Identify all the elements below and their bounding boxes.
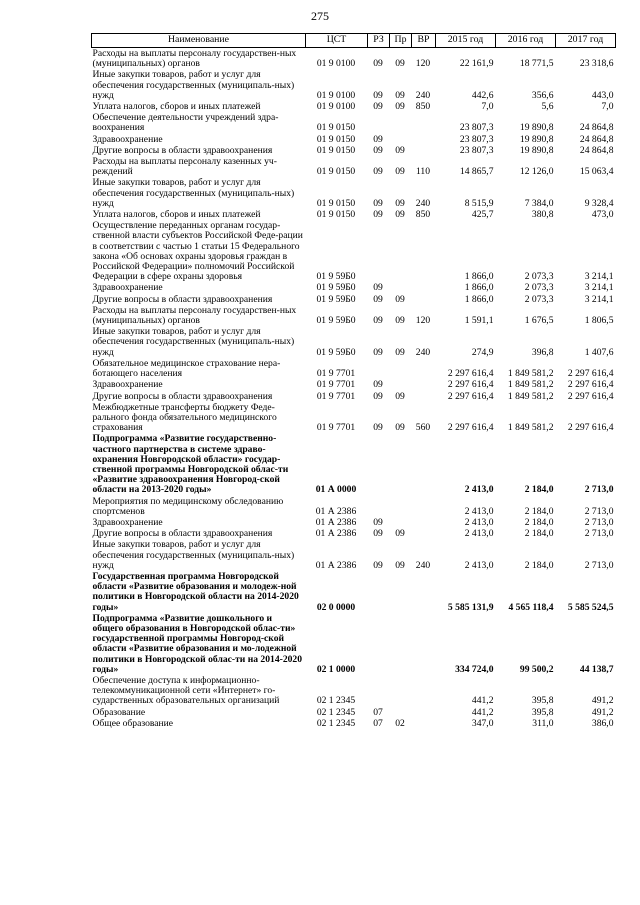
cell-2017: 2 713,0	[584, 559, 614, 571]
cell-2017: 2 713,0	[584, 516, 614, 528]
cell-2016: 19 890,8	[519, 144, 554, 156]
cell-pr: 09	[395, 58, 405, 70]
table-row	[92, 282, 616, 293]
cell-rz: 09	[373, 390, 383, 402]
cell-rz	[368, 220, 390, 282]
cell-rz: 09	[373, 144, 383, 156]
cell-rz	[368, 112, 390, 133]
cell-2016: 4 565 118,4	[508, 601, 554, 613]
cell-rz	[368, 433, 390, 495]
cell-cst: 01 А 2386	[315, 528, 357, 540]
cell-2017: 2 297 616,4	[567, 422, 614, 434]
table-row	[92, 220, 616, 282]
cell-2017: 1 407,6	[584, 346, 614, 358]
page-number: 275	[311, 9, 329, 23]
cell-name: Расходы на выплаты персоналу государствен-ных (муниципальных) органов	[92, 48, 297, 70]
table-row	[92, 305, 616, 326]
cell-name: Другие вопросы в области здравоохранения	[92, 390, 273, 402]
cell-pr: 09	[395, 101, 405, 113]
cell-2015: 334 724,0	[455, 663, 494, 675]
cell-cst: 01 А 2386	[315, 516, 357, 528]
cell-2015: 1 866,0	[464, 271, 494, 283]
cell-vr	[412, 496, 436, 517]
cell-name: Здравоохранение	[92, 516, 163, 528]
cell-pr	[390, 358, 412, 379]
cell-cst: 01 А 2386	[315, 505, 357, 517]
cell-2016: 19 890,8	[519, 133, 554, 145]
table-row	[92, 145, 616, 156]
cell-2016: 2 073,3	[524, 293, 554, 305]
cell-pr	[390, 379, 412, 390]
cell-pr	[390, 517, 412, 528]
cell-cst: 01 А 0000	[315, 484, 357, 496]
cell-cst: 01 9 59Б0	[316, 315, 356, 327]
cell-2015: 8 515,9	[464, 197, 494, 209]
cell-2015: 2 413,0	[464, 559, 494, 571]
cell-cst: 01 9 59Б0	[316, 293, 356, 305]
cell-pr	[390, 220, 412, 282]
cell-rz	[368, 358, 390, 379]
cell-vr	[412, 571, 436, 613]
table-row	[92, 718, 616, 729]
cell-2015: 441,2	[471, 695, 494, 707]
cell-rz: 09	[373, 58, 383, 70]
cell-2017: 1 806,5	[584, 315, 614, 327]
cell-vr	[412, 718, 436, 729]
cell-vr: 240	[415, 89, 431, 101]
cell-name: Мероприятия по медицинскому обследованию спортсменов	[92, 495, 284, 517]
cell-2016: 396,8	[531, 346, 554, 358]
cell-2017: 473,0	[591, 209, 614, 221]
cell-2017: 443,0	[591, 89, 614, 101]
cell-2016: 1 849 581,2	[507, 379, 554, 391]
cell-2017: 44 138,7	[579, 663, 614, 675]
cell-vr: 560	[415, 422, 431, 434]
cell-2016: 311,0	[532, 717, 554, 729]
cell-name: Межбюджетные трансферты бюджету Феде-рального фонда обязательного медицинского страхования	[92, 401, 277, 434]
cell-2015: 347,0	[471, 717, 494, 729]
cell-rz: 07	[373, 706, 383, 718]
cell-2017: 24 864,8	[579, 144, 614, 156]
cell-2017: 24 864,8	[579, 133, 614, 145]
cell-name: Уплата налогов, сборов и иных платежей	[92, 209, 261, 221]
cell-pr	[390, 675, 412, 707]
cell-name: Уплата налогов, сборов и иных платежей	[92, 101, 261, 113]
table-row	[92, 528, 616, 539]
table-row	[92, 112, 616, 133]
cell-2015: 442,6	[471, 89, 494, 101]
cell-2017: 386,0	[591, 717, 614, 729]
cell-2015: 23 807,3	[459, 122, 494, 134]
cell-cst: 02 0 0000	[316, 601, 356, 613]
cell-cst: 01 9 59Б0	[316, 271, 356, 283]
cell-vr: 850	[415, 209, 431, 221]
cell-vr: 240	[415, 346, 431, 358]
header-rz: РЗ	[368, 34, 390, 48]
table-row	[92, 496, 616, 517]
cell-2017: 2 713,0	[584, 505, 614, 517]
cell-name: Подпрограмма «Развитие государственно-частного партнерства в системе здраво-охранения Новгородской области» государ-ственной программы Новгородской облас-ти «Развитие здравоохранения Новгород-ской области на 2013-2020 годы»	[92, 433, 289, 496]
cell-cst: 02 1 2345	[316, 706, 356, 718]
cell-rz: 09	[373, 293, 383, 305]
cell-name: Подпрограмма «Развитие дошкольного и общего образования в Новгородской облас-ти» государственной программы Новгород-ской области «Развитие образования и мо-лодежной политики в Новгородской облас-ти на 2014-2020 годы»	[92, 612, 303, 675]
table-row	[92, 48, 616, 70]
cell-rz	[368, 613, 390, 675]
cell-2015: 22 161,9	[459, 58, 494, 70]
cell-name: Здравоохранение	[92, 282, 163, 294]
cell-name: Осуществление переданных органам государ-ственной власти субъектов Российской Феде-рации в соответствии с частью 1 статьи 15 Федерального закона «Об основах охраны здоровья граждан в Российской Федерации» полномочий Российской Федерации в сфере охраны здоровья	[92, 220, 303, 283]
cell-rz: 09	[373, 559, 383, 571]
cell-vr: 240	[415, 197, 431, 209]
cell-2017: 2 713,0	[584, 528, 614, 540]
cell-name: Расходы на выплаты персоналу казенных уч-реждений	[92, 156, 277, 178]
cell-name: Иные закупки товаров, работ и услуг для обеспечения государственных (муниципаль-ных) нужд	[92, 326, 295, 358]
cell-pr	[390, 613, 412, 675]
cell-name: Иные закупки товаров, работ и услуг для обеспечения государственных (муниципаль-ных) нужд	[92, 539, 295, 571]
cell-rz: 09	[373, 101, 383, 113]
cell-cst: 01 9 0100	[316, 58, 356, 70]
cell-name: Другие вопросы в области здравоохранения	[92, 528, 273, 540]
cell-cst: 01 9 0150	[316, 209, 356, 221]
cell-2016: 1 849 581,2	[507, 422, 554, 434]
header-2016: 2016 год	[496, 34, 556, 48]
cell-2016: 7 384,0	[524, 197, 554, 209]
cell-2016: 2 073,3	[524, 282, 554, 294]
cell-2016: 2 184,0	[524, 516, 554, 528]
cell-vr	[412, 134, 436, 145]
cell-pr	[390, 707, 412, 718]
cell-pr: 02	[395, 717, 405, 729]
cell-cst: 01 9 59Б0	[316, 282, 356, 294]
cell-2017: 2 297 616,4	[567, 368, 614, 380]
table-row	[92, 134, 616, 145]
table-row	[92, 613, 616, 675]
cell-2015: 425,7	[471, 209, 494, 221]
table-row	[92, 177, 616, 209]
cell-rz: 09	[373, 89, 383, 101]
cell-cst: 01 9 0150	[316, 197, 356, 209]
cell-2017: 491,2	[591, 706, 614, 718]
cell-pr	[390, 112, 412, 133]
cell-cst: 01 9 7701	[316, 379, 356, 391]
cell-pr: 09	[395, 166, 405, 178]
cell-name: Обязательное медицинское страхование нера-ботающего населения	[92, 357, 281, 380]
cell-2016: 2 073,3	[524, 271, 554, 283]
cell-2016: 12 126,0	[519, 166, 554, 178]
cell-2017: 2 297 616,4	[567, 390, 614, 402]
cell-2015: 2 297 616,4	[447, 390, 494, 402]
cell-vr: 850	[415, 101, 431, 113]
cell-2015: 23 807,3	[459, 133, 494, 145]
cell-name: Иные закупки товаров, работ и услуг для обеспечения государственных (муниципаль-ных) нужд	[92, 69, 295, 101]
cell-rz: 09	[373, 315, 383, 327]
header-2015: 2015 год	[436, 34, 496, 48]
cell-vr	[412, 379, 436, 390]
cell-cst: 01 9 0150	[316, 166, 356, 178]
table-row	[92, 69, 616, 101]
cell-rz: 09	[373, 209, 383, 221]
cell-cst: 01 9 7701	[316, 390, 356, 402]
table-row	[92, 571, 616, 613]
cell-2015: 2 413,0	[464, 484, 494, 496]
cell-vr	[412, 675, 436, 707]
table-row	[92, 391, 616, 402]
cell-name: Обеспечение деятельности учреждений здра-воохранения	[92, 112, 279, 134]
cell-pr	[390, 433, 412, 495]
header-name: Наименование	[92, 34, 306, 48]
cell-2015: 441,2	[471, 706, 494, 718]
cell-2016: 1 676,5	[524, 315, 554, 327]
cell-vr	[412, 145, 436, 156]
cell-pr: 09	[395, 346, 405, 358]
cell-pr: 09	[395, 315, 405, 327]
cell-pr: 09	[395, 197, 405, 209]
cell-2016: 395,8	[531, 695, 554, 707]
cell-cst: 01 9 0100	[316, 89, 356, 101]
cell-cst: 01 А 2386	[315, 559, 357, 571]
table-row	[92, 209, 616, 220]
cell-rz	[368, 571, 390, 613]
table-row	[92, 402, 616, 434]
cell-2017: 23 318,6	[579, 58, 614, 70]
cell-rz	[368, 496, 390, 517]
cell-vr: 110	[415, 166, 431, 178]
cell-2017: 2 713,0	[584, 484, 614, 496]
cell-rz	[368, 675, 390, 707]
cell-2015: 23 807,3	[459, 144, 494, 156]
cell-vr	[412, 358, 436, 379]
cell-2016: 356,6	[531, 89, 554, 101]
cell-2016: 380,8	[531, 209, 554, 221]
table-row	[92, 539, 616, 571]
header-2017: 2017 год	[556, 34, 616, 48]
cell-name: Расходы на выплаты персоналу государствен-ных (муниципальных) органов	[92, 304, 297, 327]
cell-pr	[390, 134, 412, 145]
cell-name: Другие вопросы в области здравоохранения	[92, 144, 273, 156]
cell-pr: 09	[395, 209, 405, 221]
cell-name: Другие вопросы в области здравоохранения	[92, 293, 273, 305]
cell-2016: 2 184,0	[524, 484, 554, 496]
cell-2016: 99 500,2	[519, 663, 554, 675]
cell-2017: 491,2	[591, 695, 614, 707]
cell-2015: 2 297 616,4	[447, 422, 494, 434]
table-row	[92, 156, 616, 177]
cell-vr: 120	[415, 315, 431, 327]
cell-2015: 1 591,1	[464, 315, 494, 327]
cell-2015: 2 413,0	[464, 528, 494, 540]
cell-2015: 1 866,0	[464, 282, 494, 294]
cell-cst: 02 1 2345	[316, 717, 356, 729]
cell-name: Государственная программа Новгородской области «Развитие образования и молодеж-ной политики в Новгородской области на 2014-2020 годы»	[92, 570, 299, 613]
table-row	[92, 707, 616, 718]
cell-rz: 09	[373, 346, 383, 358]
cell-vr: 120	[415, 58, 431, 70]
cell-pr	[390, 282, 412, 293]
cell-vr	[412, 282, 436, 293]
cell-pr: 09	[395, 89, 405, 101]
table-row	[92, 433, 616, 495]
cell-vr	[412, 220, 436, 282]
cell-vr	[412, 112, 436, 133]
cell-cst: 01 9 0150	[316, 133, 356, 145]
table-row	[92, 358, 616, 379]
table-row	[92, 326, 616, 358]
cell-pr: 09	[395, 559, 405, 571]
cell-2015: 1 866,0	[464, 293, 494, 305]
cell-2016: 5,6	[541, 101, 554, 113]
cell-2017: 15 063,4	[579, 166, 614, 178]
cell-rz: 09	[373, 516, 383, 528]
cell-2015: 7,0	[481, 101, 494, 113]
header-vr: ВР	[412, 34, 436, 48]
cell-pr: 09	[395, 422, 405, 434]
header-pr: Пр	[390, 34, 412, 48]
cell-name: Обеспечение доступа к информационно-телекоммуникационной сети «Интернет» го-сударственных образовательных организаций	[92, 674, 280, 707]
cell-cst: 01 9 7701	[316, 422, 356, 434]
cell-2015: 2 413,0	[464, 505, 494, 517]
table-row	[92, 379, 616, 390]
cell-2017: 7,0	[601, 101, 614, 113]
cell-cst: 02 1 2345	[316, 695, 356, 707]
cell-2017: 5 585 524,5	[567, 601, 614, 613]
cell-2015: 14 865,7	[459, 166, 494, 178]
cell-2016: 18 771,5	[519, 58, 554, 70]
cell-cst: 01 9 0150	[316, 144, 356, 156]
cell-cst: 02 1 0000	[316, 663, 356, 675]
cell-rz: 09	[373, 422, 383, 434]
cell-vr	[412, 294, 436, 305]
cell-2015: 2 413,0	[464, 516, 494, 528]
cell-2015: 274,9	[471, 346, 494, 358]
cell-rz: 09	[373, 528, 383, 540]
table-row	[92, 675, 616, 707]
table-header	[92, 34, 616, 48]
cell-2017: 3 214,1	[584, 271, 614, 283]
cell-name: Общее образование	[92, 717, 174, 729]
cell-cst: 01 9 7701	[316, 368, 356, 380]
cell-pr	[390, 571, 412, 613]
table-row	[92, 101, 616, 112]
cell-name: Здравоохранение	[92, 133, 163, 145]
cell-pr: 09	[395, 390, 405, 402]
cell-2015: 2 297 616,4	[447, 379, 494, 391]
cell-vr: 240	[415, 559, 431, 571]
cell-rz: 09	[373, 166, 383, 178]
table-row	[92, 294, 616, 305]
cell-pr: 09	[395, 144, 405, 156]
cell-cst: 01 9 59Б0	[316, 346, 356, 358]
cell-pr: 09	[395, 528, 405, 540]
cell-name: Иные закупки товаров, работ и услуг для обеспечения государственных (муниципаль-ных) нужд	[92, 177, 295, 209]
cell-2016: 395,8	[531, 706, 554, 718]
cell-name: Образование	[92, 706, 146, 718]
cell-2017: 9 328,4	[584, 197, 614, 209]
cell-2017: 3 214,1	[584, 282, 614, 294]
cell-rz: 09	[373, 379, 383, 391]
cell-2016: 1 849 581,2	[507, 390, 554, 402]
cell-2015: 5 585 131,9	[447, 601, 494, 613]
cell-vr	[412, 613, 436, 675]
cell-2016: 2 184,0	[524, 505, 554, 517]
cell-rz: 09	[373, 133, 383, 145]
cell-2015: 2 297 616,4	[447, 368, 494, 380]
cell-cst: 01 9 0100	[316, 101, 356, 113]
header-cst: ЦСТ	[306, 34, 368, 48]
cell-2017: 24 864,8	[579, 122, 614, 134]
cell-2016: 2 184,0	[524, 528, 554, 540]
cell-vr	[412, 391, 436, 402]
cell-2016: 19 890,8	[519, 122, 554, 134]
cell-vr	[412, 433, 436, 495]
cell-2017: 3 214,1	[584, 293, 614, 305]
cell-rz: 07	[373, 717, 383, 729]
table-row	[92, 517, 616, 528]
cell-name: Здравоохранение	[92, 379, 163, 391]
budget-table	[91, 33, 616, 729]
cell-pr	[390, 496, 412, 517]
cell-cst: 01 9 0150	[316, 122, 356, 134]
cell-vr	[412, 517, 436, 528]
cell-vr	[412, 528, 436, 539]
cell-2016: 1 849 581,2	[507, 368, 554, 380]
cell-2016: 2 184,0	[524, 559, 554, 571]
cell-rz: 09	[373, 282, 383, 294]
cell-vr	[412, 707, 436, 718]
cell-rz: 09	[373, 197, 383, 209]
cell-pr: 09	[395, 293, 405, 305]
table-body	[92, 48, 616, 730]
cell-2017: 2 297 616,4	[567, 379, 614, 391]
